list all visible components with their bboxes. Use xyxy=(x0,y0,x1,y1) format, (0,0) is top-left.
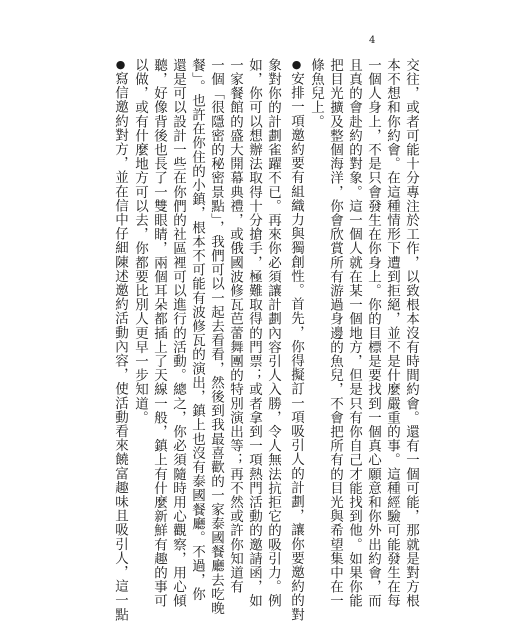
text-line: 把目光擴及整個海洋，你會欣賞所有游過身邊的魚兒，不會把所有的目光與希望集中在一 xyxy=(327,58,343,608)
bullet-icon: ● xyxy=(114,58,127,72)
text-line: 象對你的計劃雀躍不已。再來你必須讓計劃內容引人入勝，令人無法抗拒它的吸引力。例 xyxy=(265,58,281,608)
text-line: 聽，好像背後也長了一雙眼睛，兩個耳朵都插上了天線一般，鎮上有什麼新鮮有趣的事可 xyxy=(151,58,167,608)
text-line: 還是可以設計一些在你們的社區裡可以進行的活動。總之，你必須隨時用心觀察，用心傾 xyxy=(170,58,186,608)
text-line: 一家餐館的盛大開幕典禮，或俄國波修瓦芭蕾舞團的特別演出等；再不然或許你知道有 xyxy=(227,58,243,594)
text-line: 以做，或有什麼地方可以去，你都要比別人更早一步知道。 xyxy=(132,58,148,425)
text-line: 一個「很隱密的秘密景點」，我們可以一起去看看，然後到我最喜歡的一家泰國餐廳去吃晚 xyxy=(208,58,224,616)
bullet-paragraph xyxy=(286,58,306,622)
page-number: 4 xyxy=(369,35,376,46)
text-line: 交往，或者可能十分專注於工作，以致根本沒有時間約會。還有一個可能，那就是對方根 xyxy=(403,58,419,608)
text-line: 如，你可以想辦法取得十分搶手，極難取得的門票；或者拿到一項熱門活動的邀請函，如 xyxy=(246,58,262,608)
body-text xyxy=(106,58,420,622)
bullet-icon: ● xyxy=(290,58,303,72)
bullet-paragraph xyxy=(110,58,130,622)
text-line: 條魚兒上。 xyxy=(308,58,324,129)
text-line: 餐」。也許在你住的小鎮，根本不可能有波修瓦的演出，鎮上也沒有泰國餐廳。不過，你 xyxy=(189,58,205,602)
text-line: 安排一項邀約要有組織力與獨創性。首先，你得擬訂一項吸引人的計劃，讓你要邀約的對 xyxy=(288,71,304,622)
text-line: 且真的會赴約的對象。這一個人就在某一個地方，但是只有你自己才能找到他。如果你能 xyxy=(346,58,362,608)
text-line: 一個人身上，不是只會發生在你身上。你的目標是要找到一個真心願意和你外出約會，而 xyxy=(365,58,381,608)
text-line: 本不想和你約會。在這種情形下遭到拒絕，並不是什麼嚴重的事。這種經驗可能發生在每 xyxy=(384,58,400,608)
text-line: 寫信邀約對方，並在信中仔細陳述邀約活動內容，使活動看來饒富趣味且吸引人，這一點 xyxy=(112,71,128,622)
